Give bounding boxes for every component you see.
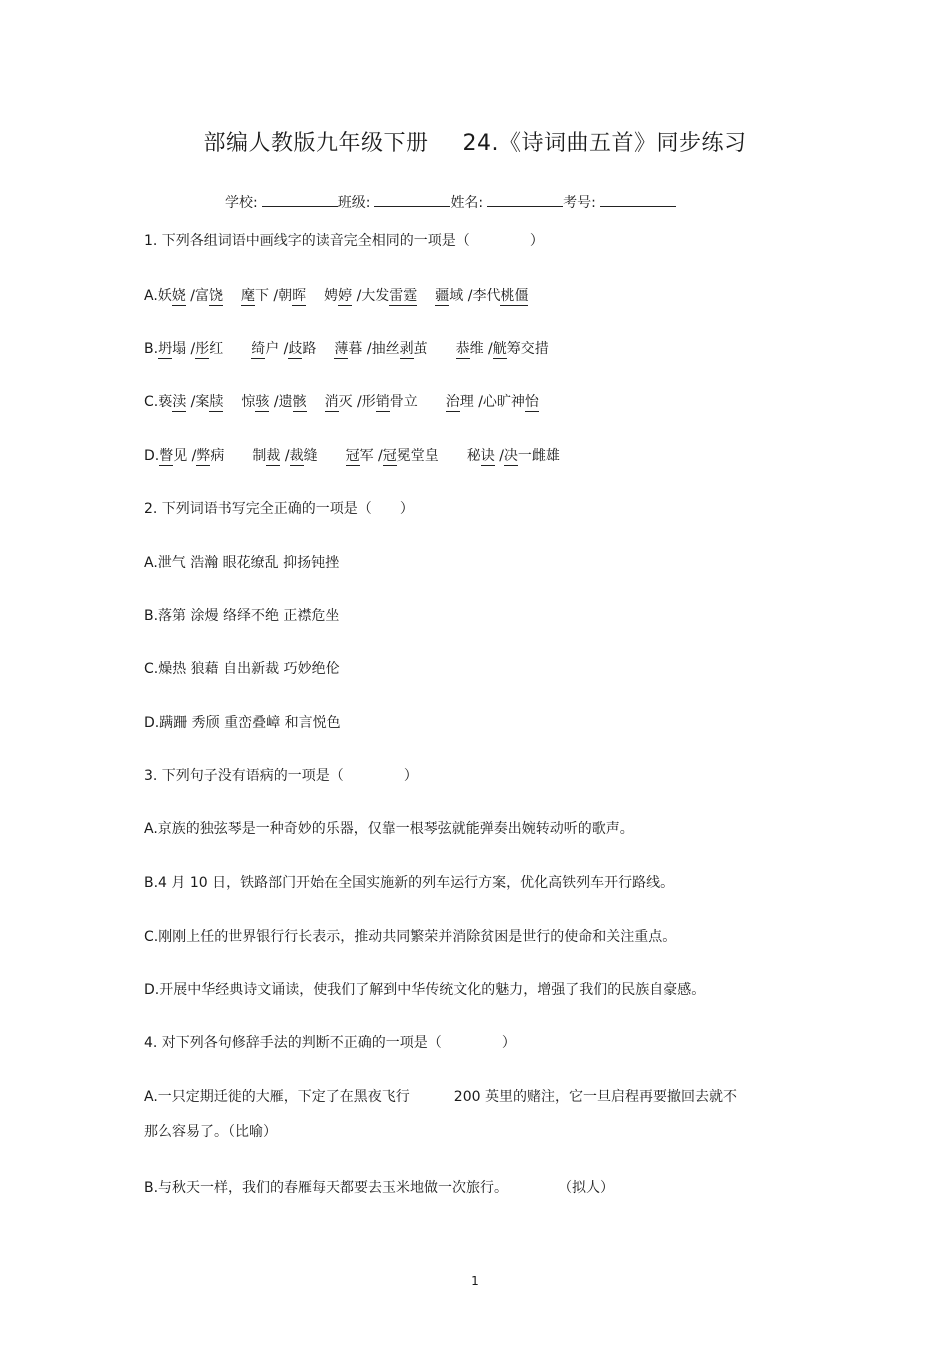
q1-stem: 1. 下列各组词语中画线字的读音完全相同的一项是（ ） xyxy=(144,233,544,249)
q3-option-b: B.4 月 10 日，铁路部门开始在全国实施新的列车运行方案，优化高铁列车开行路线。 xyxy=(144,875,675,891)
q4-option-a-line2: 那么容易了。（比喻） xyxy=(144,1124,277,1140)
title-lesson: 24.《诗词曲五首》同步练习 xyxy=(462,131,747,156)
q1-option-b: B.坍塌 /彤红 绮户 /歧路 薄暮 /抽丝剥茧 恭维 /觥筹交措 xyxy=(144,341,549,357)
q2-option-a: A.泄气 浩瀚 眼花缭乱 抑扬钝挫 xyxy=(144,555,340,571)
q2-option-d: D.蹒跚 秀颀 重峦叠嶂 和言悦色 xyxy=(144,715,341,731)
q4-option-b: B.与秋天一样，我们的春雁每天都要去玉米地做一次旅行。 （拟人） xyxy=(144,1180,615,1196)
q3-option-a: A.京族的独弦琴是一种奇妙的乐器，仅靠一根琴弦就能弹奏出婉转动听的歌声。 xyxy=(144,821,634,837)
q4-option-a-line1: A.一只定期迁徙的大雁，下定了在黑夜飞行 200 英里的赌注，它一旦启程再要撤回去就不 xyxy=(144,1089,737,1105)
class-blank[interactable] xyxy=(374,194,450,207)
name-blank[interactable] xyxy=(487,194,563,207)
q1-option-a: A.妖娆 /富饶 麾下 /朝晖 娉婷 /大发雷霆 疆域 /李代桃僵 xyxy=(144,288,529,304)
q2-option-b: B.落第 涂熳 络绎不绝 正襟危坐 xyxy=(144,608,340,624)
q2-option-c: C.燥热 狼藉 自出新裁 巧妙绝伦 xyxy=(144,661,340,677)
exam-no-blank[interactable] xyxy=(600,194,676,207)
q3-option-d: D.开展中华经典诗文诵读，使我们了解到中华传统文化的魅力，增强了我们的民族自豪感。 xyxy=(144,982,706,998)
page-number: 1 xyxy=(471,1274,479,1288)
name-label: 姓名: xyxy=(450,195,484,211)
title-main: 部编人教版九年级下册 xyxy=(203,131,429,156)
student-info-row xyxy=(225,192,676,212)
q4-stem: 4. 对下列各句修辞手法的判断不正确的一项是（ ） xyxy=(144,1035,516,1051)
q3-option-c: C.刚刚上任的世界银行行长表示，推动共同繁荣并消除贫困是世行的使命和关注重点。 xyxy=(144,929,677,945)
class-label: 班级: xyxy=(337,195,371,211)
document-title xyxy=(0,126,950,157)
q3-stem: 3. 下列句子没有语病的一项是（ ） xyxy=(144,768,418,784)
q1-option-c: C.亵渎 /案牍 惊骇 /遗骸 消灭 /形销骨立 治理 /心旷神怡 xyxy=(144,394,539,410)
school-blank[interactable] xyxy=(262,194,338,207)
q1-option-d: D.瞥见 /弊病 制裁 /裁缝 冠军 /冠冕堂皇 秘诀 /决一雌雄 xyxy=(144,448,560,464)
school-label: 学校: xyxy=(225,195,258,211)
exam-no-label: 考号: xyxy=(563,195,596,211)
q2-stem: 2. 下列词语书写完全正确的一项是（ ） xyxy=(144,501,414,517)
